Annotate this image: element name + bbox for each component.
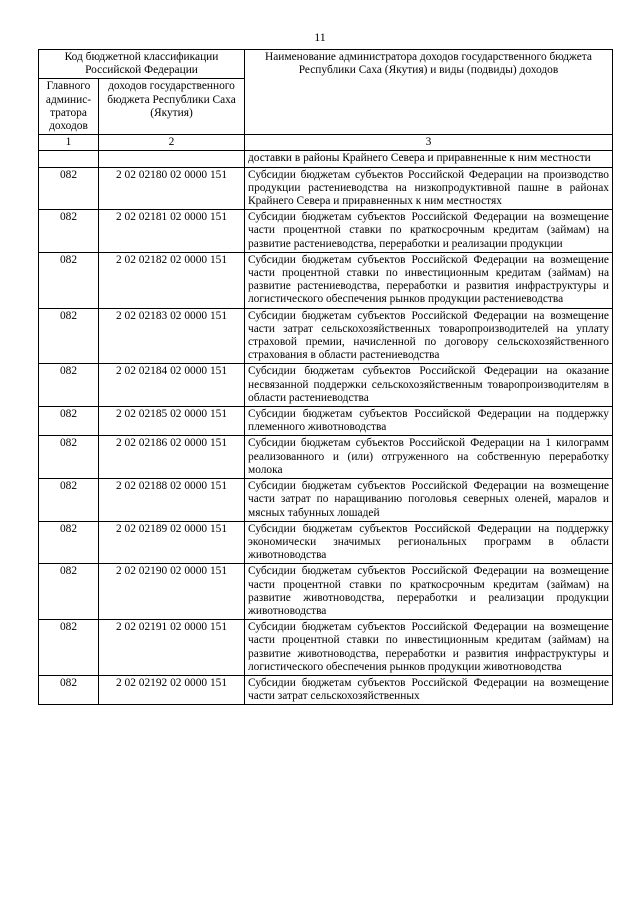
column-number-row	[39, 135, 613, 151]
revenue-name-cell: Субсидии бюджетам субъектов Российской Федерации на возмещение части процентной ставки по инвестиционным кредитам (займам) на развитие растениеводства, переработки и развития инфраструктуры и логистического обеспечения рынков продукции растениеводства	[245, 252, 613, 308]
revenue-name-cell: Субсидии бюджетам субъектов Российской Федерации на 1 килограмм реализованного и (или) отгруженного на собственную переработку молока	[245, 436, 613, 479]
continuation-admin-cell	[39, 151, 99, 167]
revenue-name-cell: Субсидии бюджетам субъектов Российской Федерации на возмещение части затрат сельскохозяйственных товаропроизводителей на уплату страховой премии, начисленной по договору сельскохозяйственного страхования в области растениеводства	[245, 308, 613, 364]
table-row	[39, 407, 613, 436]
revenue-code-cell: 2 02 02192 02 0000 151	[99, 675, 245, 704]
header-admin-column: Главного админис-тратора доходов	[39, 79, 99, 135]
revenue-code-cell: 2 02 02180 02 0000 151	[99, 167, 245, 210]
table-row	[39, 252, 613, 308]
table-row	[39, 436, 613, 479]
table-row	[39, 364, 613, 407]
revenue-name-cell: Субсидии бюджетам субъектов Российской Федерации на производство продукции растениеводства на низкопродуктивной пашне в районах Крайнего Севера и приравненных к ним местностях	[245, 167, 613, 210]
table-row	[39, 167, 613, 210]
revenue-name-cell: Субсидии бюджетам субъектов Российской Федерации на поддержку племенного животноводства	[245, 407, 613, 436]
table-row	[39, 210, 613, 253]
admin-code-cell: 082	[39, 167, 99, 210]
admin-code-cell: 082	[39, 252, 99, 308]
revenue-name-cell: Субсидии бюджетам субъектов Российской Федерации на возмещение части процентной ставки по краткосрочным кредитам (займам) на развитие растениеводства, переработки и реализации продукции	[245, 210, 613, 253]
continuation-code-cell	[99, 151, 245, 167]
revenue-code-cell: 2 02 02182 02 0000 151	[99, 252, 245, 308]
admin-code-cell: 082	[39, 521, 99, 564]
revenue-code-cell: 2 02 02190 02 0000 151	[99, 564, 245, 620]
header-row-top	[39, 50, 613, 79]
column-number-1: 1	[39, 135, 99, 151]
continuation-text: доставки в районы Крайнего Севера и приравненные к ним местности	[245, 151, 613, 167]
table-row	[39, 620, 613, 676]
revenue-name-cell: Субсидии бюджетам субъектов Российской Федерации на возмещение части затрат по наращиванию поголовья северных оленей, маралов и мясных табунных лошадей	[245, 479, 613, 522]
admin-code-cell: 082	[39, 308, 99, 364]
admin-code-cell: 082	[39, 407, 99, 436]
revenue-code-cell: 2 02 02184 02 0000 151	[99, 364, 245, 407]
header-code-group: Код бюджетной классификации Российской Федерации	[39, 50, 245, 79]
budget-classification-table	[38, 49, 613, 705]
column-number-2: 2	[99, 135, 245, 151]
table-row	[39, 308, 613, 364]
admin-code-cell: 082	[39, 210, 99, 253]
admin-code-cell: 082	[39, 479, 99, 522]
revenue-code-cell: 2 02 02188 02 0000 151	[99, 479, 245, 522]
revenue-code-cell: 2 02 02183 02 0000 151	[99, 308, 245, 364]
admin-code-cell: 082	[39, 564, 99, 620]
page-number: 11	[314, 30, 326, 44]
revenue-name-cell: Субсидии бюджетам субъектов Российской Федерации на возмещение части процентной ставки по краткосрочным кредитам (займам) на развитие животноводства, переработки и реализации продукции животноводства	[245, 564, 613, 620]
column-number-3: 3	[245, 135, 613, 151]
continuation-row	[39, 151, 613, 167]
admin-code-cell: 082	[39, 620, 99, 676]
table-row	[39, 564, 613, 620]
admin-code-cell: 082	[39, 364, 99, 407]
revenue-name-cell: Субсидии бюджетам субъектов Российской Федерации на возмещение части процентной ставки по инвестиционным кредитам (займам) на развитие животноводства, переработки и развития инфраструктуры и логистического обеспечения рынков продукции животноводства	[245, 620, 613, 676]
admin-code-cell: 082	[39, 436, 99, 479]
table-row	[39, 479, 613, 522]
header-name-column: Наименование администратора доходов государственного бюджета Республики Саха (Якутия) и виды (подвиды) доходов	[245, 50, 613, 135]
revenue-code-cell: 2 02 02189 02 0000 151	[99, 521, 245, 564]
revenue-name-cell: Субсидии бюджетам субъектов Российской Федерации на возмещение части затрат сельскохозяйственных	[245, 675, 613, 704]
revenue-code-cell: 2 02 02185 02 0000 151	[99, 407, 245, 436]
revenue-code-cell: 2 02 02186 02 0000 151	[99, 436, 245, 479]
revenue-name-cell: Субсидии бюджетам субъектов Российской Федерации на оказание несвязанной поддержки сельскохозяйственным товаропроизводителям в области растениеводства	[245, 364, 613, 407]
header-revenue-column: доходов государственного бюджета Республики Саха (Якутия)	[99, 79, 245, 135]
revenue-name-cell: Субсидии бюджетам субъектов Российской Федерации на поддержку экономически значимых региональных программ в области животноводства	[245, 521, 613, 564]
revenue-code-cell: 2 02 02191 02 0000 151	[99, 620, 245, 676]
admin-code-cell: 082	[39, 675, 99, 704]
table-row	[39, 521, 613, 564]
table-row	[39, 675, 613, 704]
revenue-code-cell: 2 02 02181 02 0000 151	[99, 210, 245, 253]
